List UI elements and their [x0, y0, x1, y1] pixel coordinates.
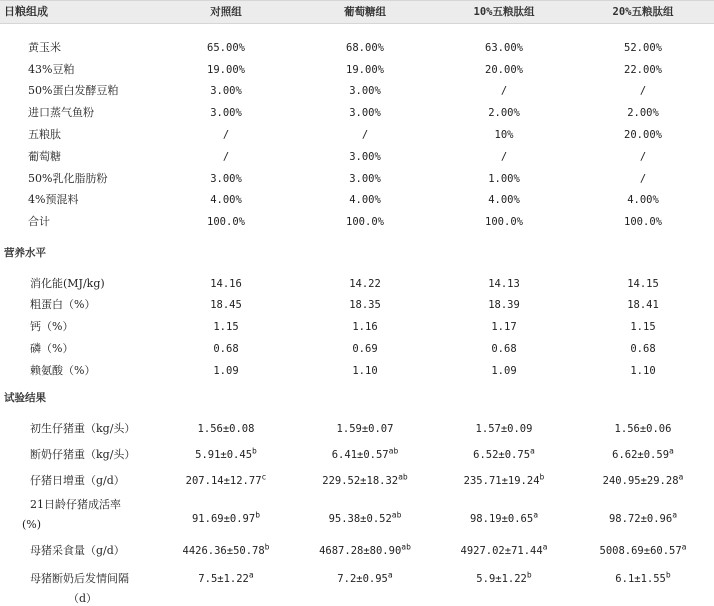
cell-value: 1.59±0.07 [336, 423, 394, 435]
row-label: 21日龄仔猪成活率 [30, 498, 121, 511]
header-20pct: 20%五粮肽组 [612, 6, 674, 18]
row-label: 合计 [28, 215, 50, 228]
header-control: 对照组 [210, 6, 242, 18]
row-label: 断奶仔猪重（kg/头） [30, 448, 136, 461]
section-title-results: 试验结果 [4, 392, 46, 404]
table-cell [337, 572, 392, 586]
table-cell: 1.15 [630, 321, 656, 333]
table-cell: 1.10 [630, 365, 656, 377]
table-cell [464, 474, 545, 488]
cell-value: 6.41±0.57 [331, 449, 389, 461]
table-cell: / [222, 151, 230, 163]
significance-letter: b [665, 570, 671, 580]
significance-letter: a [542, 542, 548, 552]
table-cell [473, 448, 535, 462]
cell-value: 4927.02±71.44 [460, 545, 543, 557]
table-cell: 14.13 [488, 278, 520, 290]
table-cell: 14.22 [349, 278, 381, 290]
cell-value: 240.95±29.28 [602, 475, 679, 487]
table-cell [332, 448, 399, 462]
row-label: 进口蒸气鱼粉 [28, 106, 94, 119]
significance-letter: b [539, 472, 545, 482]
table-cell [322, 474, 408, 488]
row-label: 母猪断奶后发情间隔 [30, 572, 129, 585]
table-cell [198, 422, 255, 436]
table-cell [476, 572, 531, 586]
row-label: 粗蛋白（%） [30, 298, 96, 311]
significance-letter: ab [388, 446, 399, 456]
row-label: 初生仔猪重（kg/头） [30, 422, 136, 435]
table-cell: 1.17 [491, 321, 517, 333]
section-title-nutrition: 营养水平 [4, 247, 46, 259]
cell-value: 1.56±0.06 [614, 423, 672, 435]
significance-letter: ab [391, 510, 402, 520]
table-cell [329, 512, 402, 526]
significance-letter: a [681, 542, 687, 552]
table-cell [615, 422, 672, 436]
row-label: 母猪采食量（g/d） [30, 544, 125, 557]
table-cell: 65.00% [207, 42, 245, 54]
header-10pct: 10%五粮肽组 [473, 6, 535, 18]
table-cell: 3.00% [349, 173, 381, 185]
cell-value: 4687.28±80.90 [319, 545, 402, 557]
significance-letter: b [264, 542, 270, 552]
table-cell: 14.15 [627, 278, 659, 290]
table-cell: / [500, 151, 508, 163]
table-cell: 18.39 [488, 299, 520, 311]
cell-value: 4426.36±50.78 [182, 545, 265, 557]
cell-value: 7.5±1.22 [198, 573, 249, 585]
table-cell: 22.00% [624, 64, 662, 76]
table-cell: 18.45 [210, 299, 242, 311]
table-cell: 1.10 [352, 365, 378, 377]
significance-letter: b [252, 446, 257, 456]
table-cell: 3.00% [210, 173, 242, 185]
table-cell [337, 422, 394, 436]
table-cell: 3.00% [210, 107, 242, 119]
table-cell: / [639, 85, 647, 97]
row-label: 葡萄糖 [28, 150, 61, 163]
significance-letter: c [261, 472, 267, 482]
table-cell: 0.68 [630, 343, 656, 355]
table-cell: 1.09 [491, 365, 517, 377]
table-cell: 4.00% [349, 194, 381, 206]
table-cell [476, 422, 533, 436]
row-label: 43%豆粕 [28, 63, 75, 76]
row-label: 50%蛋白发酵豆粕 [28, 84, 119, 97]
significance-letter: a [672, 510, 678, 520]
table-cell [470, 512, 538, 526]
significance-letter: a [533, 510, 539, 520]
table-cell: 0.68 [213, 343, 239, 355]
table-cell: / [500, 85, 508, 97]
table-cell: 18.35 [349, 299, 381, 311]
table-cell: 100.0% [485, 216, 523, 228]
cell-value: 5.9±1.22 [476, 573, 527, 585]
significance-letter: a [387, 570, 393, 580]
table-cell: 4.00% [627, 194, 659, 206]
table-cell: 1.16 [352, 321, 378, 333]
significance-letter: b [255, 510, 261, 520]
row-label: 50%乳化脂肪粉 [28, 172, 108, 185]
significance-letter: ab [401, 542, 411, 552]
table-cell: 19.00% [207, 64, 245, 76]
table-cell: 19.00% [346, 64, 384, 76]
table-cell: 2.00% [488, 107, 520, 119]
row-label: 黄玉米 [28, 41, 61, 54]
significance-letter: b [526, 570, 532, 580]
row-label-continued: （d） [68, 592, 98, 605]
row-label: 五粮肽 [28, 128, 61, 141]
table-cell: 68.00% [346, 42, 384, 54]
table-cell: 2.00% [627, 107, 659, 119]
cell-value: 235.71±19.24 [463, 475, 540, 487]
table-cell [609, 512, 677, 526]
table-cell [460, 544, 547, 558]
significance-letter: a [530, 446, 535, 456]
table-cell: 20.00% [624, 129, 662, 141]
table-cell: 1.09 [213, 365, 239, 377]
table-cell [615, 572, 670, 586]
table-cell: 1.00% [488, 173, 520, 185]
cell-value: 6.1±1.55 [615, 573, 666, 585]
cell-value: 1.56±0.08 [197, 423, 255, 435]
header-glucose: 葡萄糖组 [344, 6, 386, 18]
cell-value: 5.91±0.45 [195, 449, 253, 461]
table-cell: 18.41 [627, 299, 659, 311]
table-cell: 4.00% [488, 194, 520, 206]
table-cell [603, 474, 684, 488]
cell-value: 1.57±0.09 [475, 423, 533, 435]
table-cell: 3.00% [349, 85, 381, 97]
table-cell [195, 448, 257, 462]
row-label: 仔猪日增重（g/d） [30, 474, 125, 487]
table-cell: 100.0% [624, 216, 662, 228]
cell-value: 207.14±12.77 [185, 475, 262, 487]
table-cell: 0.69 [352, 343, 378, 355]
table-cell: / [222, 129, 230, 141]
cell-value: 91.69±0.97 [191, 513, 256, 525]
table-cell: / [361, 129, 369, 141]
table-cell [182, 544, 269, 558]
cell-value: 229.52±18.32 [322, 475, 399, 487]
table-cell: 3.00% [210, 85, 242, 97]
row-label: 4%预混料 [28, 193, 79, 206]
table-cell: 10% [494, 129, 514, 141]
table-cell [198, 572, 253, 586]
significance-letter: ab [398, 472, 408, 482]
table-header [0, 0, 714, 24]
table-cell: 52.00% [624, 42, 662, 54]
table-cell [599, 544, 686, 558]
cell-value: 6.62±0.59 [612, 449, 670, 461]
row-label: 消化能(MJ/kg) [30, 277, 105, 290]
significance-letter: a [248, 570, 254, 580]
table-cell: 1.15 [213, 321, 239, 333]
table-cell [612, 448, 674, 462]
table-cell [319, 544, 411, 558]
table-cell [186, 474, 267, 488]
cell-value: 6.52±0.75 [473, 449, 531, 461]
table-cell [192, 512, 260, 526]
table-cell: / [639, 173, 647, 185]
table-cell: 63.00% [485, 42, 523, 54]
header-composition: 日粮组成 [4, 5, 48, 18]
table-cell: 3.00% [349, 151, 381, 163]
row-label: 钙（%） [30, 320, 74, 333]
table-cell: 100.0% [346, 216, 384, 228]
cell-value: 5008.69±60.57 [599, 545, 682, 557]
row-label: 磷（%） [30, 342, 74, 355]
significance-letter: a [669, 446, 674, 456]
table-cell: 4.00% [210, 194, 242, 206]
table-cell: 0.68 [491, 343, 517, 355]
table-cell: 3.00% [349, 107, 381, 119]
cell-value: 98.19±0.65 [469, 513, 534, 525]
table-cell: 20.00% [485, 64, 523, 76]
table-cell: 100.0% [207, 216, 245, 228]
significance-letter: a [678, 472, 684, 482]
table-cell: / [639, 151, 647, 163]
table-cell: 14.16 [210, 278, 242, 290]
cell-value: 95.38±0.52 [328, 513, 392, 525]
cell-value: 7.2±0.95 [337, 573, 388, 585]
cell-value: 98.72±0.96 [608, 513, 673, 525]
row-label-continued: (%) [22, 518, 42, 531]
row-label: 赖氨酸（%） [30, 364, 96, 377]
